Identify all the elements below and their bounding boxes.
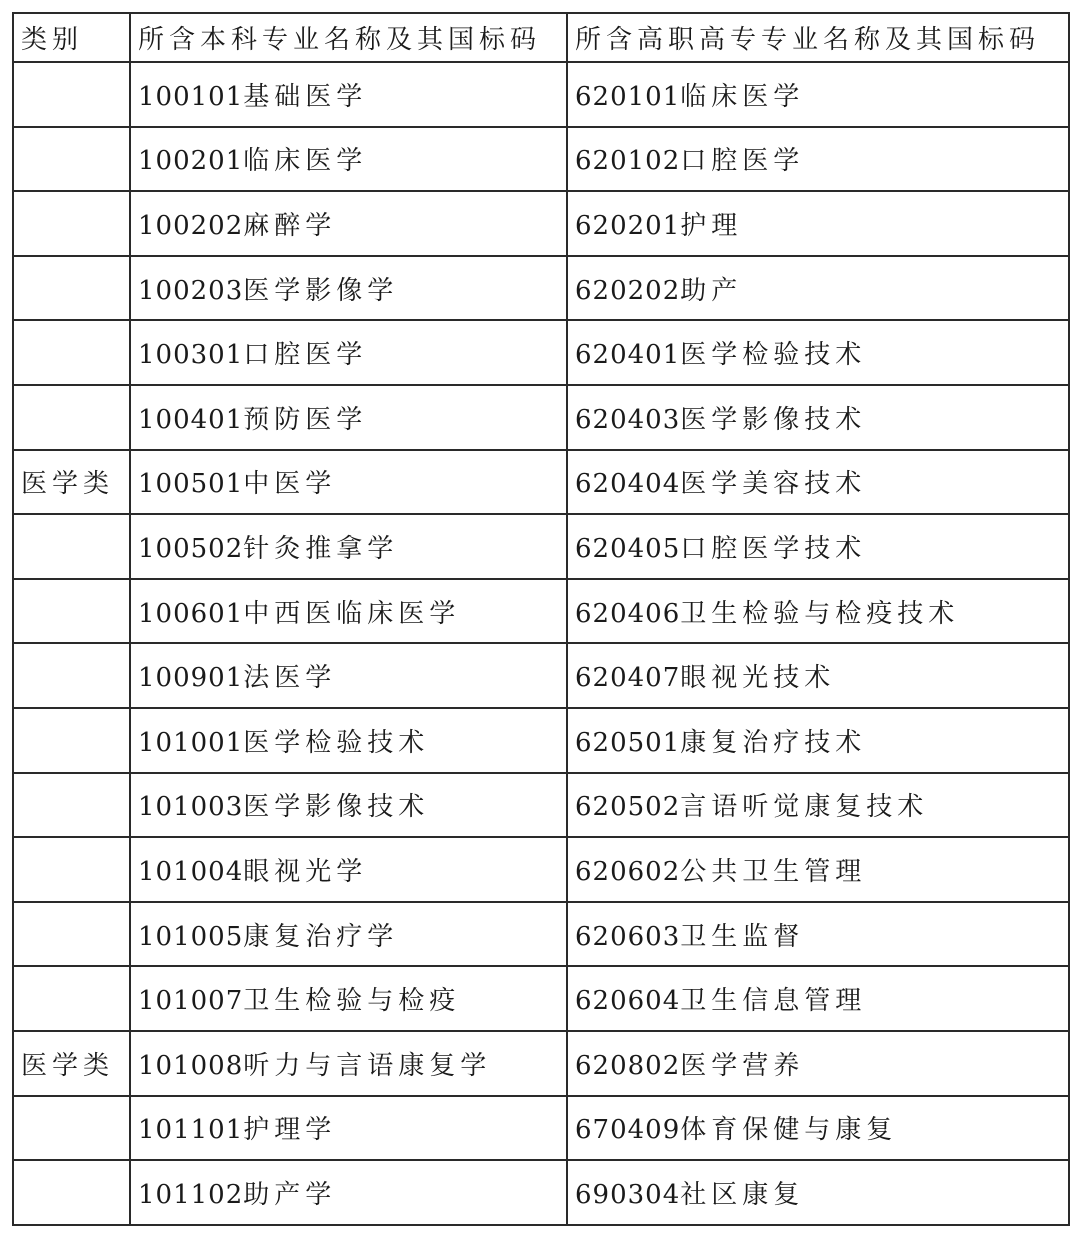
category-cell (13, 643, 130, 708)
bachelor-name: 预防医学 (243, 404, 368, 435)
vocational-code: 620602 (575, 856, 681, 887)
bachelor-code: 101001 (138, 727, 244, 758)
vocational-major-cell (567, 62, 1069, 127)
category-cell (13, 385, 130, 450)
bachelor-name: 中医学 (243, 469, 337, 500)
bachelor-code: 100901 (138, 663, 244, 694)
bachelor-code: 100203 (138, 275, 244, 306)
bachelor-major-cell (130, 385, 567, 450)
category-cell (13, 708, 130, 773)
bachelor-major-cell (130, 579, 567, 644)
bachelor-major-cell (130, 1096, 567, 1161)
category-cell (13, 256, 130, 321)
table-row (13, 62, 1069, 127)
vocational-major-cell (567, 514, 1069, 579)
vocational-code: 620404 (575, 469, 681, 500)
table-row (13, 1031, 1069, 1096)
bachelor-name: 中西医临床医学 (243, 598, 461, 629)
bachelor-code: 101102 (138, 1179, 244, 1210)
vocational-code: 620401 (575, 340, 681, 371)
vocational-name: 口腔医学 (680, 146, 805, 177)
bachelor-code: 100502 (138, 533, 244, 564)
vocational-major-cell (567, 643, 1069, 708)
vocational-major-cell (567, 773, 1069, 838)
header-row (13, 13, 1069, 62)
vocational-major-cell (567, 902, 1069, 967)
vocational-name: 眼视光技术 (680, 663, 836, 694)
category-cell (13, 320, 130, 385)
table-row (13, 579, 1069, 644)
vocational-major-cell (567, 256, 1069, 321)
vocational-name: 社区康复 (680, 1179, 805, 1210)
table-row (13, 837, 1069, 902)
bachelor-code: 100501 (138, 469, 244, 500)
vocational-code: 620604 (575, 986, 681, 1017)
bachelor-name: 护理学 (243, 1115, 337, 1146)
bachelor-code: 101007 (138, 986, 244, 1017)
table-row (13, 1096, 1069, 1161)
vocational-code: 620403 (575, 404, 681, 435)
vocational-name: 卫生监督 (680, 921, 805, 952)
vocational-code: 670409 (575, 1115, 681, 1146)
table-row (13, 320, 1069, 385)
bachelor-code: 101004 (138, 856, 244, 887)
bachelor-major-cell (130, 514, 567, 579)
vocational-code: 620102 (575, 146, 681, 177)
bachelor-code: 100201 (138, 146, 244, 177)
table-row (13, 191, 1069, 256)
bachelor-major-cell (130, 62, 567, 127)
vocational-name: 医学影像技术 (680, 404, 867, 435)
header-vocational: 所含高职高专专业名称及其国标码 (567, 13, 1069, 62)
vocational-name: 医学美容技术 (680, 469, 867, 500)
vocational-major-cell (567, 579, 1069, 644)
bachelor-major-cell (130, 966, 567, 1031)
table-row (13, 256, 1069, 321)
vocational-major-cell (567, 837, 1069, 902)
bachelor-major-cell (130, 837, 567, 902)
bachelor-major-cell (130, 1031, 567, 1096)
category-cell (13, 127, 130, 192)
bachelor-code: 101005 (138, 921, 244, 952)
category-cell (13, 966, 130, 1031)
vocational-name: 助产 (680, 275, 743, 306)
major-table (12, 12, 1070, 1226)
vocational-code: 620501 (575, 727, 681, 758)
bachelor-name: 口腔医学 (243, 340, 368, 371)
header-category: 类别 (13, 13, 130, 62)
vocational-name: 卫生检验与检疫技术 (680, 598, 960, 629)
bachelor-name: 康复治疗学 (243, 921, 399, 952)
vocational-code: 620802 (575, 1050, 681, 1081)
bachelor-code: 101003 (138, 792, 244, 823)
bachelor-code: 100401 (138, 404, 244, 435)
header-bachelor: 所含本科专业名称及其国标码 (130, 13, 567, 62)
category-cell: 医学类 (13, 450, 130, 515)
vocational-code: 620405 (575, 533, 681, 564)
category-cell (13, 1096, 130, 1161)
vocational-name: 医学检验技术 (680, 340, 867, 371)
vocational-major-cell (567, 450, 1069, 515)
bachelor-major-cell (130, 902, 567, 967)
vocational-major-cell (567, 708, 1069, 773)
category-cell (13, 579, 130, 644)
table-row (13, 708, 1069, 773)
category-cell: 医学类 (13, 1031, 130, 1096)
bachelor-code: 100601 (138, 598, 244, 629)
bachelor-name: 听力与言语康复学 (243, 1050, 492, 1081)
vocational-name: 公共卫生管理 (680, 856, 867, 887)
bachelor-code: 100301 (138, 340, 244, 371)
category-cell (13, 1160, 130, 1225)
vocational-major-cell (567, 385, 1069, 450)
table-row (13, 902, 1069, 967)
table-row (13, 1160, 1069, 1225)
bachelor-major-cell (130, 450, 567, 515)
bachelor-major-cell (130, 191, 567, 256)
vocational-major-cell (567, 320, 1069, 385)
table-row (13, 966, 1069, 1031)
bachelor-name: 针灸推拿学 (243, 533, 399, 564)
bachelor-major-cell (130, 127, 567, 192)
bachelor-name: 眼视光学 (243, 856, 368, 887)
table-row (13, 385, 1069, 450)
bachelor-name: 医学影像技术 (243, 792, 430, 823)
table-row (13, 773, 1069, 838)
vocational-major-cell (567, 127, 1069, 192)
vocational-major-cell (567, 966, 1069, 1031)
bachelor-name: 医学影像学 (243, 275, 399, 306)
vocational-code: 620502 (575, 792, 681, 823)
table-row (13, 643, 1069, 708)
vocational-name: 临床医学 (680, 81, 805, 112)
table-row (13, 127, 1069, 192)
bachelor-major-cell (130, 1160, 567, 1225)
bachelor-name: 卫生检验与检疫 (243, 986, 461, 1017)
bachelor-name: 基础医学 (243, 81, 368, 112)
vocational-major-cell (567, 191, 1069, 256)
bachelor-name: 助产学 (243, 1179, 337, 1210)
vocational-code: 690304 (575, 1179, 681, 1210)
bachelor-code: 100101 (138, 81, 244, 112)
vocational-major-cell (567, 1031, 1069, 1096)
vocational-name: 言语听觉康复技术 (680, 792, 929, 823)
bachelor-major-cell (130, 256, 567, 321)
bachelor-code: 101008 (138, 1050, 244, 1081)
vocational-name: 医学营养 (680, 1050, 805, 1081)
table-row (13, 514, 1069, 579)
category-cell (13, 837, 130, 902)
vocational-name: 口腔医学技术 (680, 533, 867, 564)
bachelor-code: 101101 (138, 1115, 244, 1146)
category-cell (13, 902, 130, 967)
vocational-code: 620407 (575, 663, 681, 694)
vocational-code: 620202 (575, 275, 681, 306)
vocational-name: 卫生信息管理 (680, 986, 867, 1017)
vocational-name: 体育保健与康复 (680, 1115, 898, 1146)
category-cell (13, 773, 130, 838)
vocational-major-cell (567, 1096, 1069, 1161)
vocational-code: 620201 (575, 210, 681, 241)
bachelor-major-cell (130, 643, 567, 708)
bachelor-name: 法医学 (243, 663, 337, 694)
bachelor-major-cell (130, 708, 567, 773)
bachelor-major-cell (130, 320, 567, 385)
bachelor-name: 医学检验技术 (243, 727, 430, 758)
bachelor-name: 临床医学 (243, 146, 368, 177)
table-row (13, 450, 1069, 515)
bachelor-major-cell (130, 773, 567, 838)
vocational-name: 护理 (680, 210, 743, 241)
category-cell (13, 191, 130, 256)
bachelor-code: 100202 (138, 210, 244, 241)
vocational-code: 620603 (575, 921, 681, 952)
vocational-name: 康复治疗技术 (680, 727, 867, 758)
vocational-major-cell (567, 1160, 1069, 1225)
category-cell (13, 514, 130, 579)
vocational-code: 620406 (575, 598, 681, 629)
bachelor-name: 麻醉学 (243, 210, 337, 241)
category-cell (13, 62, 130, 127)
vocational-code: 620101 (575, 81, 681, 112)
